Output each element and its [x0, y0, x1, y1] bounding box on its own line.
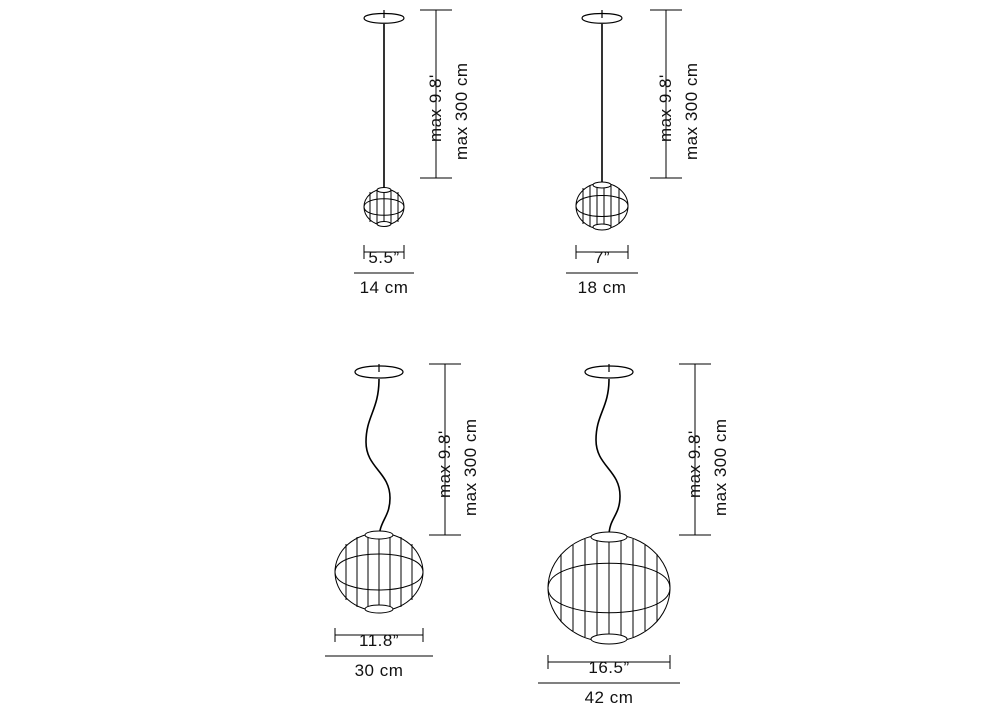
- max-drop-imperial-label: max 9.8': [435, 430, 454, 498]
- variant-pendant-large-30cm: [280, 350, 540, 700]
- width-imperial-label: 11.8”: [359, 631, 399, 650]
- width-metric-label: 30 cm: [354, 661, 404, 680]
- max-drop-metric-label: max 300 cm: [452, 62, 471, 160]
- width-imperial-label: 7”: [593, 248, 611, 267]
- width-metric-label: 42 cm: [584, 688, 634, 707]
- max-drop-imperial-label: max 9.8': [685, 430, 704, 498]
- max-drop-metric-label: max 300 cm: [682, 62, 701, 160]
- max-drop-imperial-label: max 9.8': [426, 74, 445, 142]
- width-imperial-label: 5.5”: [368, 248, 400, 267]
- pendant-small-14cm-drawing: [300, 0, 520, 320]
- max-drop-metric-label: max 300 cm: [711, 418, 730, 516]
- variant-pendant-medium-18cm: [520, 0, 760, 320]
- width-imperial-label: 16.5”: [588, 658, 630, 677]
- pendant-medium-18cm-drawing: [520, 0, 760, 320]
- width-metric-label: 18 cm: [577, 278, 627, 297]
- width-metric-label: 14 cm: [359, 278, 409, 297]
- max-drop-metric-label: max 300 cm: [461, 418, 480, 516]
- variant-pendant-xlarge-42cm: [510, 350, 810, 707]
- pendant-xlarge-42cm-drawing: [510, 350, 810, 700]
- max-drop-imperial-label: max 9.8': [656, 74, 675, 142]
- variant-pendant-small-14cm: [300, 0, 520, 320]
